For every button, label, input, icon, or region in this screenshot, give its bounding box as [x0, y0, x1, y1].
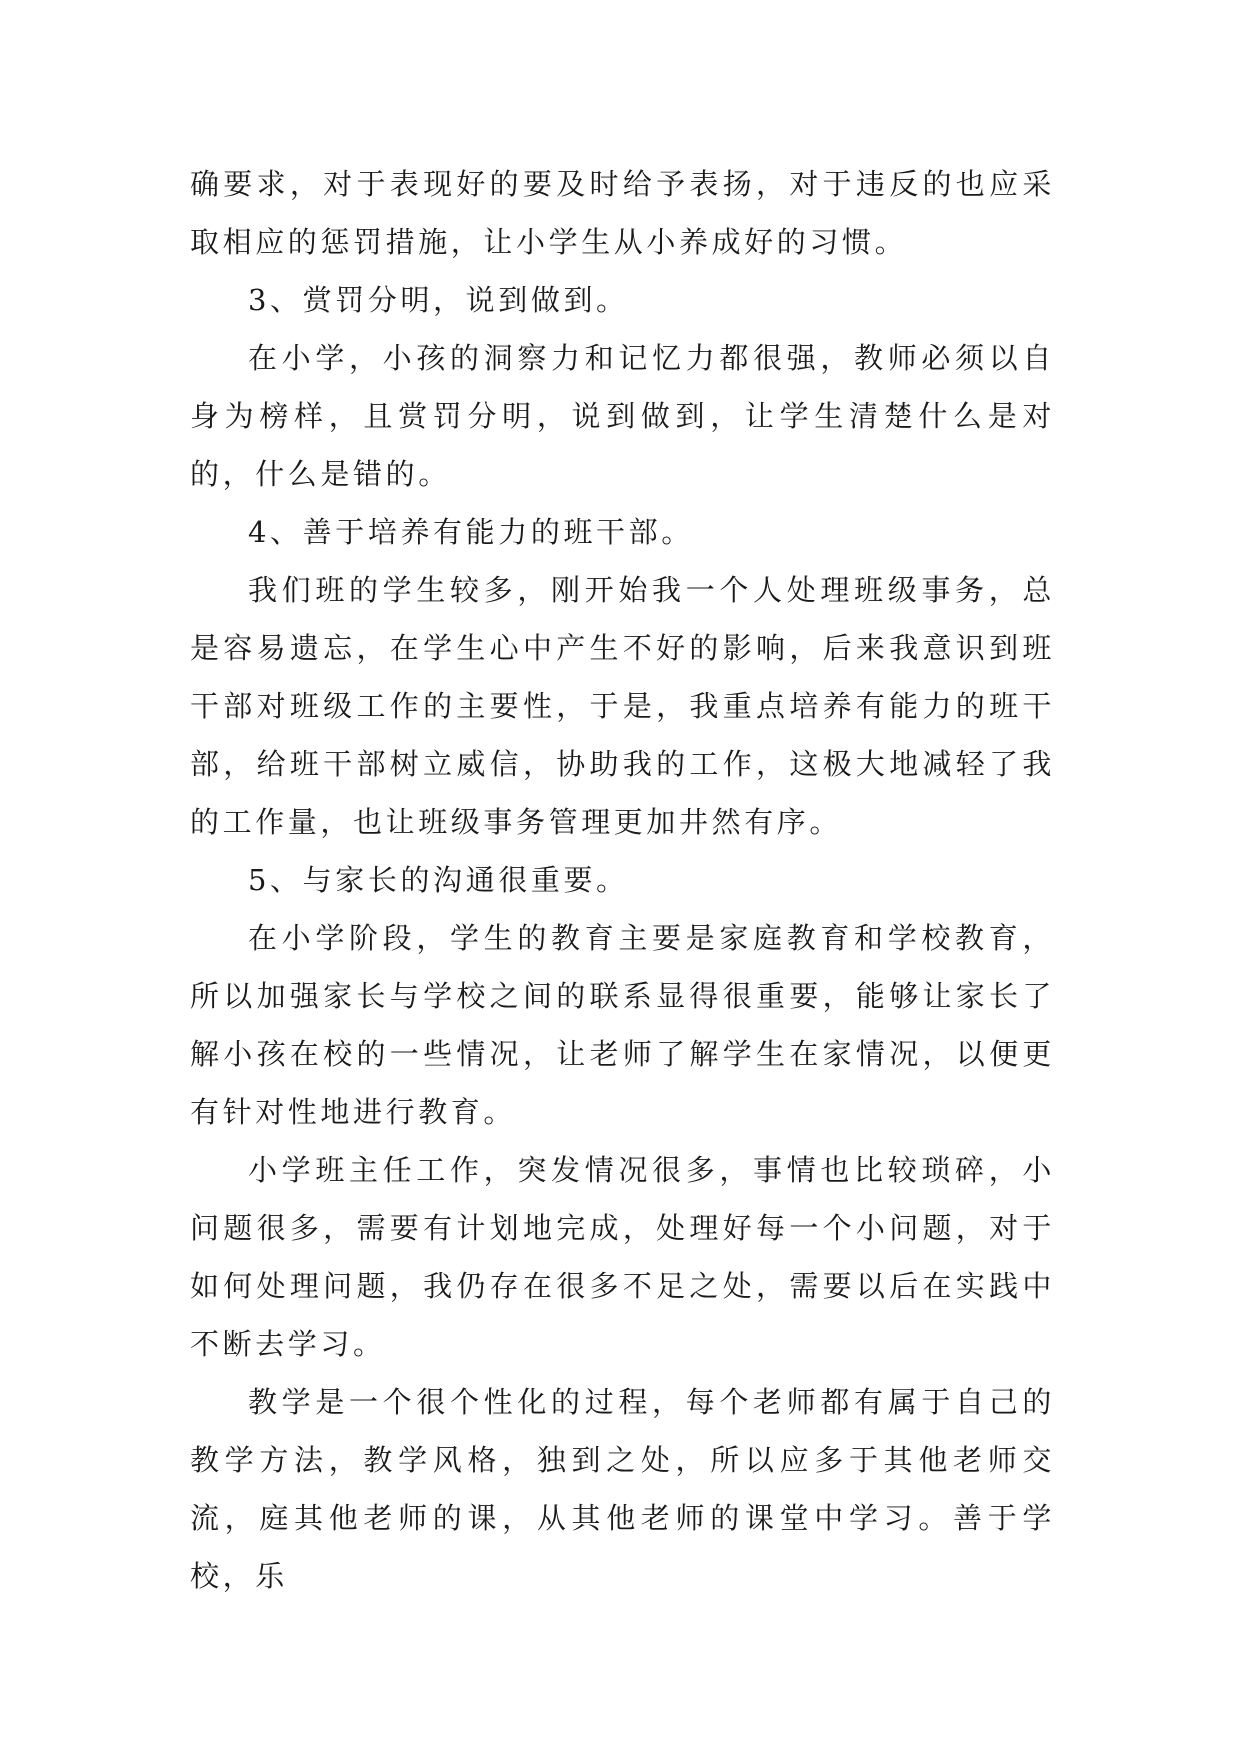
paragraph-1: 确要求，对于表现好的要及时给予表扬，对于违反的也应采取相应的惩罚措施，让小学生从小养成好的习惯。	[190, 167, 1055, 259]
paragraph-8: 小学班主任工作，突发情况很多，事情也比较琐碎，小问题很多，需要有计划地完成，处理好每一个小问题，对于如何处理问题，我仍存在很多不足之处，需要以后在实践中不断去学习。	[190, 1153, 1055, 1361]
document-body	[190, 155, 1055, 1605]
paragraph-9: 教学是一个很个性化的过程，每个老师都有属于自己的教学方法，教学风格，独到之处，所以应多于其他老师交流，庭其他老师的课，从其他老师的课堂中学习。善于学校，乐	[190, 1385, 1055, 1593]
paragraph-3: 在小学，小孩的洞察力和记忆力都很强，教师必须以自身为榜样，且赏罚分明，说到做到，让学生清楚什么是对的，什么是错的。	[190, 341, 1055, 491]
paragraph-7: 在小学阶段，学生的教育主要是家庭教育和学校教育，所以加强家长与学校之间的联系显得很重要，能够让家长了解小孩在校的一些情况，让老师了解学生在家情况，以便更有针对性地进行教育。	[190, 921, 1055, 1129]
paragraph-2-heading: 3、赏罚分明，说到做到。	[248, 283, 629, 317]
paragraph-6-heading: 5、与家长的沟通很重要。	[248, 863, 629, 897]
paragraph-4-heading: 4、善于培养有能力的班干部。	[248, 515, 694, 549]
paragraph-5: 我们班的学生较多，刚开始我一个人处理班级事务，总是容易遗忘，在学生心中产生不好的影响，后来我意识到班干部对班级工作的主要性，于是，我重点培养有能力的班干部，给班干部树立威信，协助我的工作，这极大地减轻了我的工作量，也让班级事务管理更加井然有序。	[190, 573, 1055, 839]
